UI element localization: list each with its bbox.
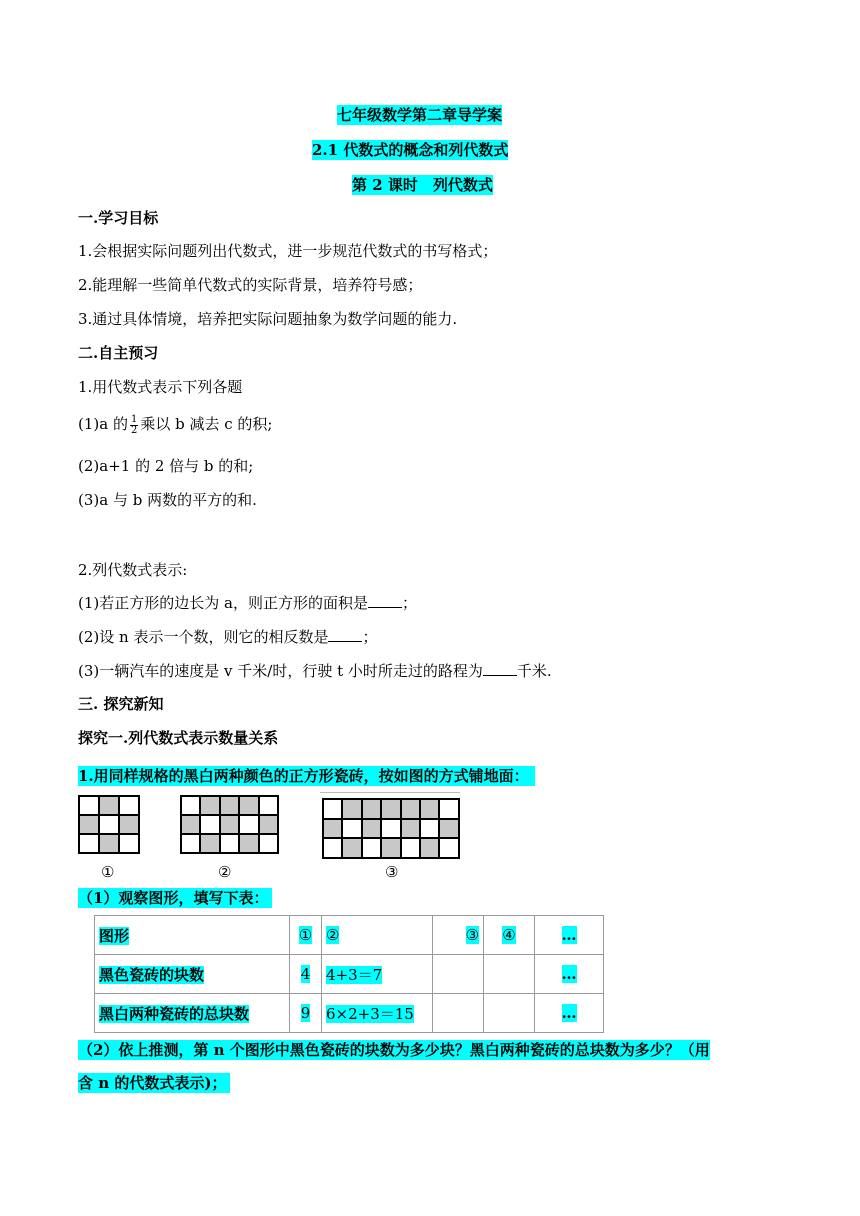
table-cell: ③: [433, 916, 484, 955]
goal-3: 3.通过具体情境，培养把实际问题抽象为数学问题的能力.: [78, 310, 458, 328]
q2-item-2-end: ；: [362, 628, 378, 646]
table-cell[interactable]: [433, 994, 484, 1033]
table-cell[interactable]: [484, 955, 535, 994]
fraction-denominator: 2: [130, 424, 138, 436]
inference-question-line-2: 含 n 的代数式表示)；: [78, 1073, 230, 1093]
inference-question-line-1: （2）依上推测，第 n 个图形中黑色瓷砖的块数为多少块？黑白两种瓷砖的总块数为多少？（用: [78, 1041, 710, 1059]
table-cell: 图形: [95, 916, 290, 955]
q2-item-2: [78, 627, 377, 647]
q2-item-1: [78, 593, 417, 613]
table-cell: ①: [290, 916, 322, 955]
q2-item-1-end: ；: [401, 594, 417, 612]
table-row: [95, 994, 604, 1033]
table-cell: …: [535, 916, 604, 955]
table-row: [95, 916, 604, 955]
q2-item-3: [78, 661, 552, 681]
q2-prompt: 2.列代数式表示:: [78, 561, 188, 579]
q1-item-2: (2)a+1 的 2 倍与 b 的和;: [78, 457, 254, 475]
table-cell: 黑白两种瓷砖的总块数: [95, 994, 290, 1033]
answer-blank[interactable]: [483, 661, 517, 676]
document-title: 七年级数学第二章导学案: [337, 106, 503, 124]
q1-item-1-post: 乘以 b 减去 c 的积;: [140, 415, 273, 433]
explore-1-title: 探究一.列代数式表示数量关系: [78, 729, 279, 747]
figure-label-1: ①: [101, 863, 115, 881]
table-cell[interactable]: [433, 955, 484, 994]
table-cell: 黑色瓷砖的块数: [95, 955, 290, 994]
lesson-title: 第 2 课时 列代数式: [352, 176, 493, 194]
q2-item-3-end: 千米.: [516, 662, 552, 680]
q2-item-3-text: (3)一辆汽车的速度是 v 千米/时，行驶 t 小时所走过的路程为: [78, 662, 483, 680]
table-cell: …: [535, 994, 604, 1033]
table-cell: 9: [290, 994, 322, 1033]
table-row: [95, 955, 604, 994]
table-cell: …: [535, 955, 604, 994]
answer-blank[interactable]: [328, 627, 362, 642]
q1-item-1-pre: (1)a 的: [78, 415, 128, 433]
fraction-numerator: 1: [130, 413, 138, 425]
figure-label-3: ③: [385, 863, 399, 881]
table-cell[interactable]: [484, 994, 535, 1033]
heading-self-study: 二.自主预习: [78, 344, 159, 362]
heading-learning-goals: 一.学习目标: [78, 209, 159, 227]
figure-label-2: ②: [218, 863, 232, 881]
table-cell: 6×2+3＝15: [322, 994, 433, 1033]
q2-item-2-text: (2)设 n 表示一个数，则它的相反数是: [78, 628, 329, 646]
table-instruction: （1）观察图形，填写下表：: [78, 888, 272, 908]
tile-count-table: [94, 915, 604, 1033]
q2-item-1-text: (1)若正方形的边长为 a，则正方形的面积是: [78, 594, 368, 612]
tile-problem-text: 1.用同样规格的黑白两种颜色的正方形瓷砖，按如图的方式铺地面：: [78, 766, 535, 786]
table-cell: ④: [484, 916, 535, 955]
heading-explore: 三. 探究新知: [78, 695, 164, 713]
tile-figure-2: [180, 795, 279, 854]
tile-figure-1: [78, 795, 140, 854]
table-cell: 4: [290, 955, 322, 994]
goal-1: 1.会根据实际问题列出代数式，进一步规范代数式的书写格式；: [78, 242, 498, 260]
table-cell: ②: [322, 916, 433, 955]
fraction: [130, 415, 138, 436]
q1-item-3: (3)a 与 b 两数的平方的和.: [78, 491, 257, 509]
table-cell: 4+3＝7: [322, 955, 433, 994]
answer-blank[interactable]: [368, 593, 402, 608]
section-subtitle: 2.1 代数式的概念和列代数式: [312, 141, 509, 159]
figure-top-rule: [320, 792, 460, 793]
q1-prompt: 1.用代数式表示下列各题: [78, 378, 243, 396]
tile-figure-3: [322, 798, 460, 859]
q1-item-1: [78, 414, 272, 436]
goal-2: 2.能理解一些简单代数式的实际背景，培养符号感；: [78, 276, 423, 294]
